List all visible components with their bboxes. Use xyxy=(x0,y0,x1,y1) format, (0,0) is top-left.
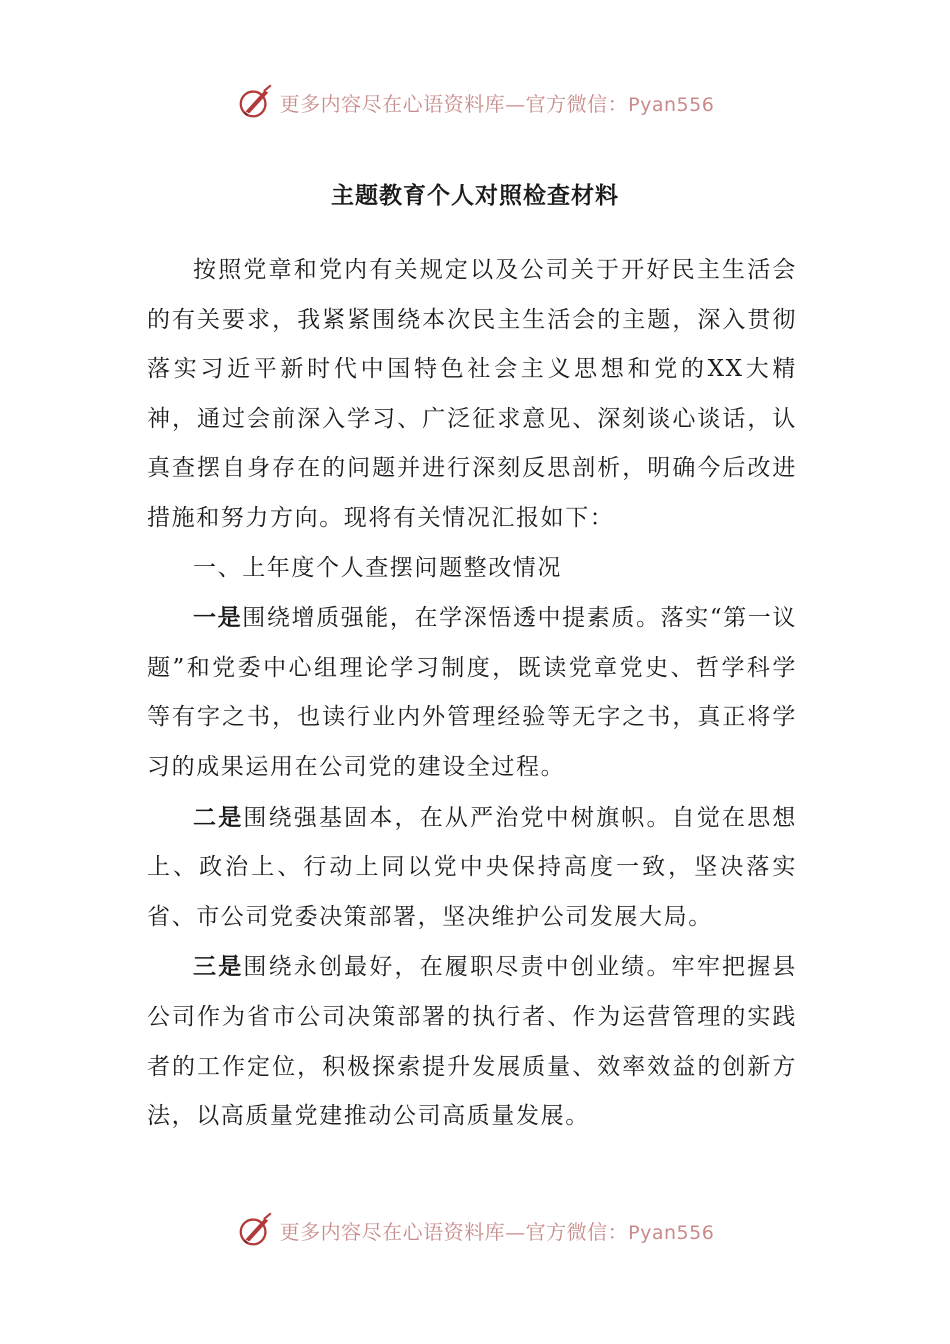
item-lead: 三是 xyxy=(193,953,244,981)
document-body xyxy=(147,246,797,1142)
watermark-text: 更多内容尽在心语资料库—官方微信：Pyan556 xyxy=(279,91,715,116)
document-title: 主题教育个人对照检查材料 xyxy=(331,182,619,209)
pen-in-circle-logo-icon xyxy=(236,1211,274,1249)
item-text: 围绕永创最好，在履职尽责中创业绩。牢牢把握县公司作为省市公司决策部署的执行者、作为运营管理的实践者的工作定位，积极探索提升发展质量、效率效益的创新方法，以高质量党建推动公司高质量发展。 xyxy=(147,954,798,1130)
item-text: 围绕强基固本，在从严治党中树旗帜。自觉在思想上、政治上、行动上同以党中央保持高度一致，坚决落实省、市公司党委决策部署，坚决维护公司发展大局。 xyxy=(147,804,798,930)
item-paragraph-2 xyxy=(147,793,797,943)
item-paragraph-1 xyxy=(147,593,797,792)
pen-in-circle-logo-icon xyxy=(236,83,274,121)
watermark-banner-top xyxy=(0,80,950,124)
wechat-id: Pyan556 xyxy=(628,93,715,116)
watermark-text: 更多内容尽在心语资料库—官方微信：Pyan556 xyxy=(279,1219,715,1244)
wechat-id: Pyan556 xyxy=(628,1221,715,1244)
watermark-banner-bottom xyxy=(0,1208,950,1252)
item-lead: 二是 xyxy=(193,803,244,831)
item-paragraph-3 xyxy=(147,942,797,1141)
item-lead: 一是 xyxy=(193,604,243,632)
item-text: 围绕增质强能，在学深悟透中提素质。落实“第一议题”和党委中心组理论学习制度，既读党章党史、哲学科学等有字之书，也读行业内外管理经验等无字之书，真正将学习的成果运用在公司党的建设全过程。 xyxy=(147,605,798,780)
intro-paragraph: 按照党章和党内有关规定以及公司关于开好民主生活会的有关要求，我紧紧围绕本次民主生活会的主题，深入贯彻落实习近平新时代中国特色社会主义思想和党的XX大精神，通过会前深入学习、广泛征求意见、深刻谈心谈话，认真查摆自身存在的问题并进行深刻反思剖析，明确今后改进措施和努力方向。现将有关情况汇报如下： xyxy=(147,257,797,531)
section-heading: 一、上年度个人查摆问题整改情况 xyxy=(193,554,562,581)
